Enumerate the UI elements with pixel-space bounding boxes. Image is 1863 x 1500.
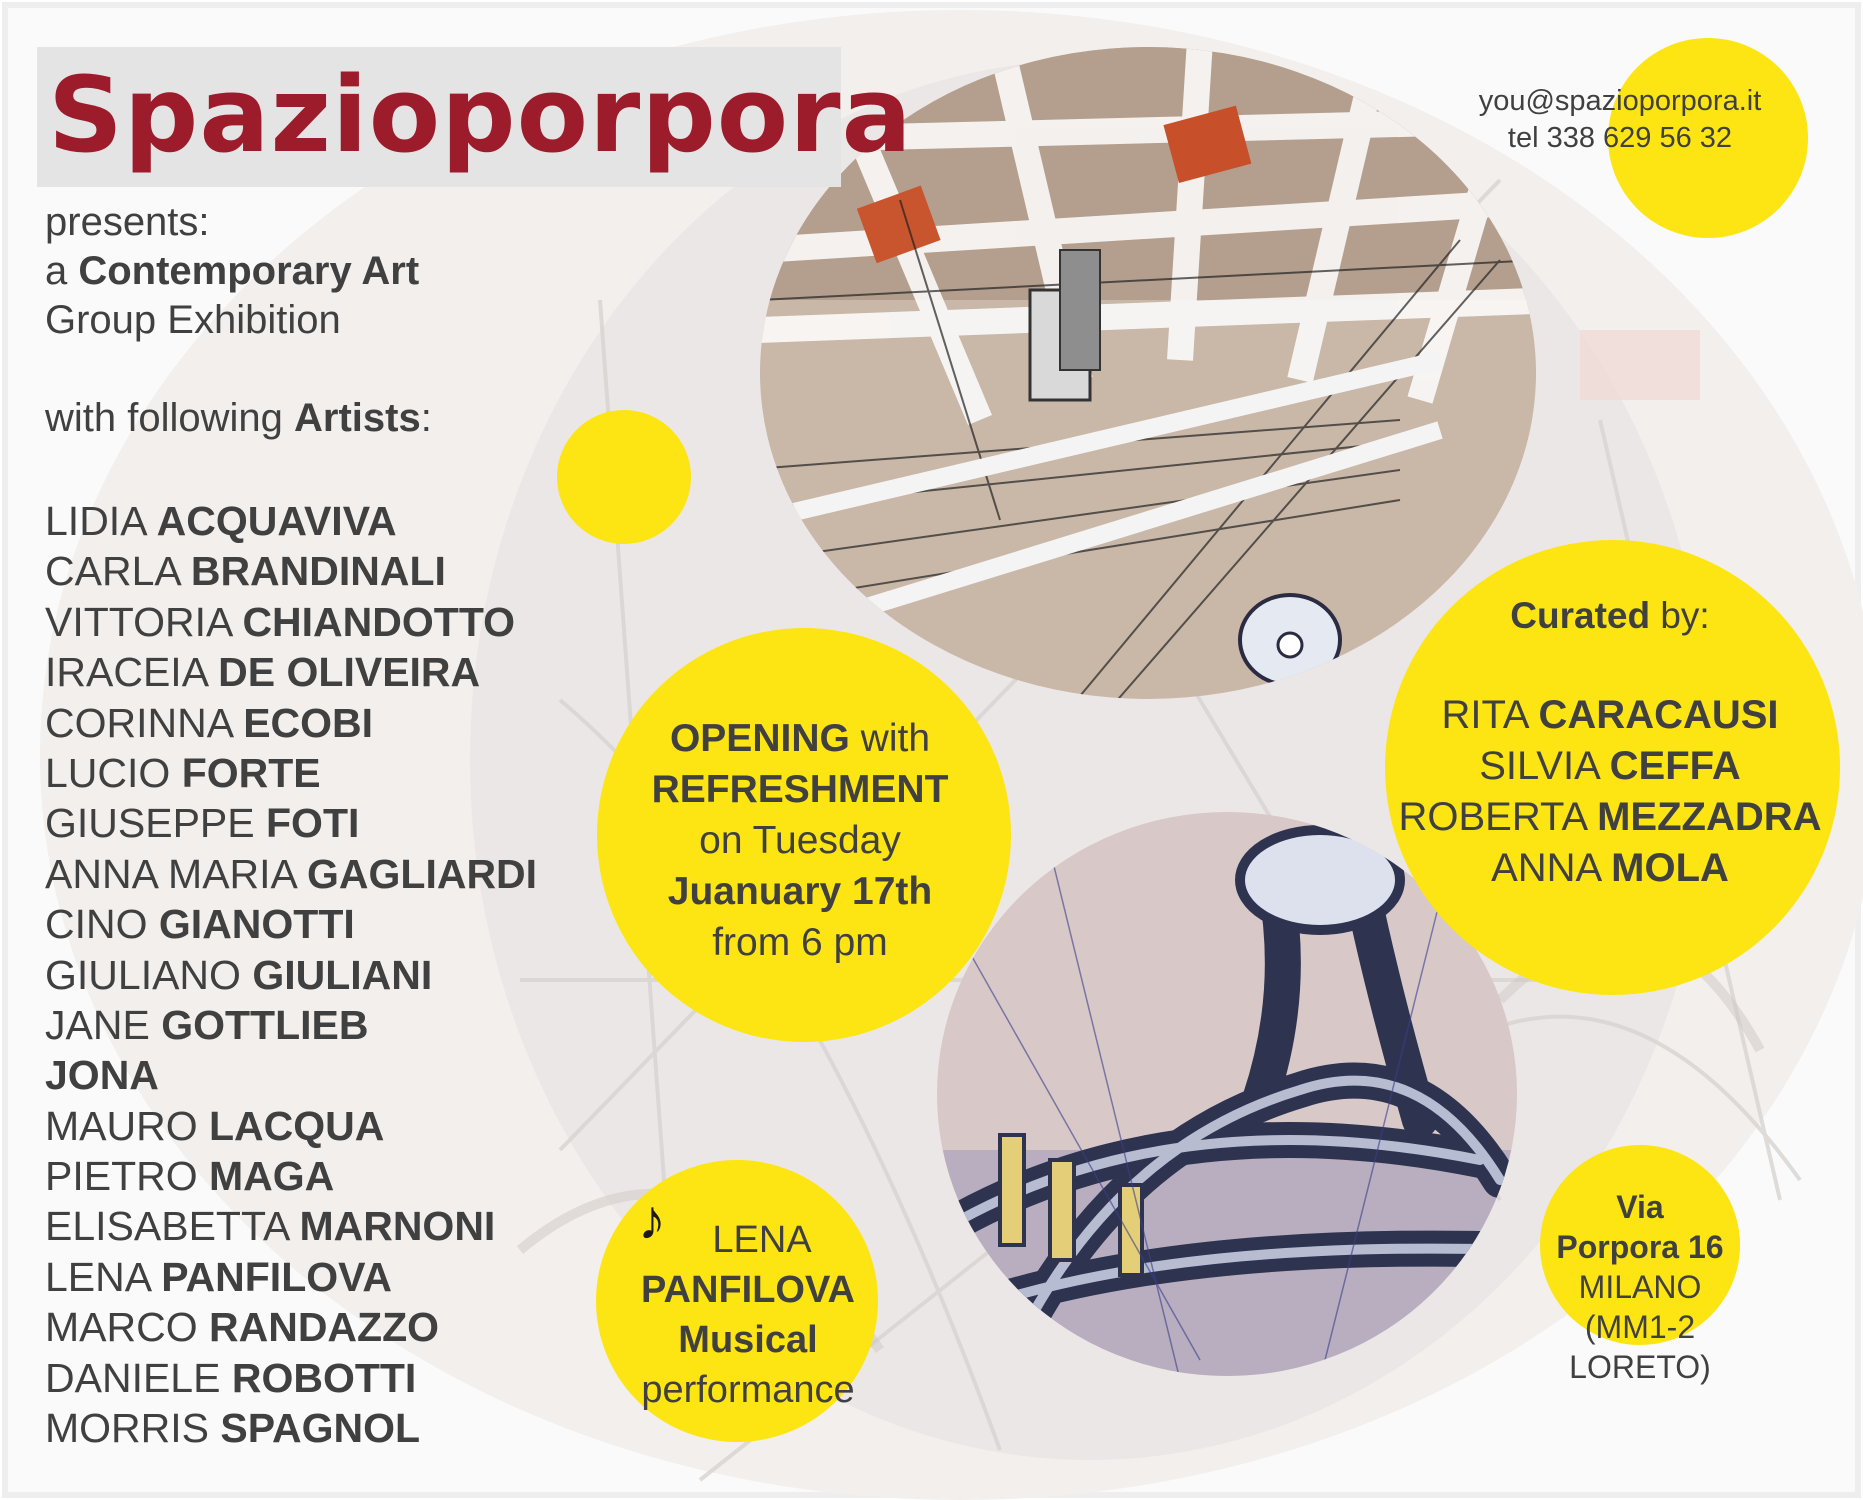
intro-line-presents: presents:	[45, 200, 210, 244]
opening-info: OPENING with REFRESHMENT on Tuesday Juanuary 17th from 6 pm	[600, 713, 1000, 968]
artist-item: VITTORIA CHIANDOTTO	[45, 598, 516, 645]
intro-line-art: a Contemporary Art	[45, 249, 420, 293]
opening-label: OPENING	[669, 717, 850, 760]
curator-item: RITA CARACAUSI	[1441, 693, 1779, 737]
musical-label: Musical	[678, 1319, 818, 1361]
curator-item: SILVIA CEFFA	[1479, 744, 1741, 788]
artist-item: CINO GIANOTTI	[45, 901, 355, 948]
intro-text	[45, 198, 432, 443]
opening-time: from 6 pm	[712, 921, 888, 964]
artist-item: CARLA BRANDINALI	[45, 548, 446, 595]
contact-info	[1400, 83, 1840, 157]
address-via: Via	[1616, 1189, 1664, 1225]
artist-item: ANNA MARIA GAGLIARDI	[45, 850, 538, 897]
music-info	[598, 1215, 898, 1415]
artist-item: PIETRO MAGA	[45, 1153, 335, 1200]
opening-date: Juanuary 17th	[667, 870, 933, 913]
curator-item: ROBERTA MEZZADRA	[1398, 795, 1822, 839]
address-city: MILANO	[1578, 1269, 1702, 1305]
artist-item: MORRIS SPAGNOL	[45, 1405, 421, 1452]
performer-last-name: PANFILOVA	[641, 1269, 855, 1311]
curator-item: ANNA MOLA	[1491, 846, 1729, 890]
artist-item: JANE GOTTLIEB	[45, 1001, 369, 1048]
brand-logo: Spazioporpora	[48, 54, 913, 176]
artist-item: DANIELE ROBOTTI	[45, 1354, 417, 1401]
music-note-icon: ♪	[638, 1188, 666, 1251]
intro-line-artists: with following Artists:	[45, 396, 432, 440]
contact-phone[interactable]: tel 338 629 56 32	[1507, 122, 1733, 154]
address-street: Porpora 16	[1556, 1229, 1724, 1265]
decorative-dot	[557, 410, 691, 544]
artist-item: GIUSEPPE FOTI	[45, 800, 360, 847]
address-metro: (MM1-2 LORETO)	[1569, 1309, 1711, 1385]
artist-item: LUCIO FORTE	[45, 749, 321, 796]
opening-day: on Tuesday	[699, 819, 901, 862]
curated-heading: Curated by:	[1510, 595, 1710, 636]
performer-first-name: LENA	[712, 1219, 812, 1261]
artist-item: MAURO LACQUA	[45, 1102, 385, 1149]
artist-item: LIDIA ACQUAVIVA	[45, 498, 397, 544]
performance-label: performance	[641, 1369, 855, 1411]
contact-email[interactable]: you@spazioporpora.it	[1478, 85, 1762, 117]
intro-spacer	[45, 345, 432, 394]
artist-item: LENA PANFILOVA	[45, 1253, 393, 1300]
refreshment-label: REFRESHMENT	[651, 768, 949, 811]
artist-item: MARCO RANDAZZO	[45, 1304, 440, 1351]
artist-item: IRACEIA DE OLIVEIRA	[45, 649, 481, 696]
artist-item: GIULIANO GIULIANI	[45, 951, 433, 998]
address-info	[1515, 1187, 1765, 1387]
artist-item: ELISABETTA MARNONI	[45, 1203, 496, 1250]
artist-list	[45, 496, 537, 1453]
artist-item: JONA	[45, 1052, 159, 1099]
curator-list	[1360, 690, 1860, 894]
intro-line-group: Group Exhibition	[45, 298, 341, 342]
artist-item: CORINNA ECOBI	[45, 699, 374, 746]
